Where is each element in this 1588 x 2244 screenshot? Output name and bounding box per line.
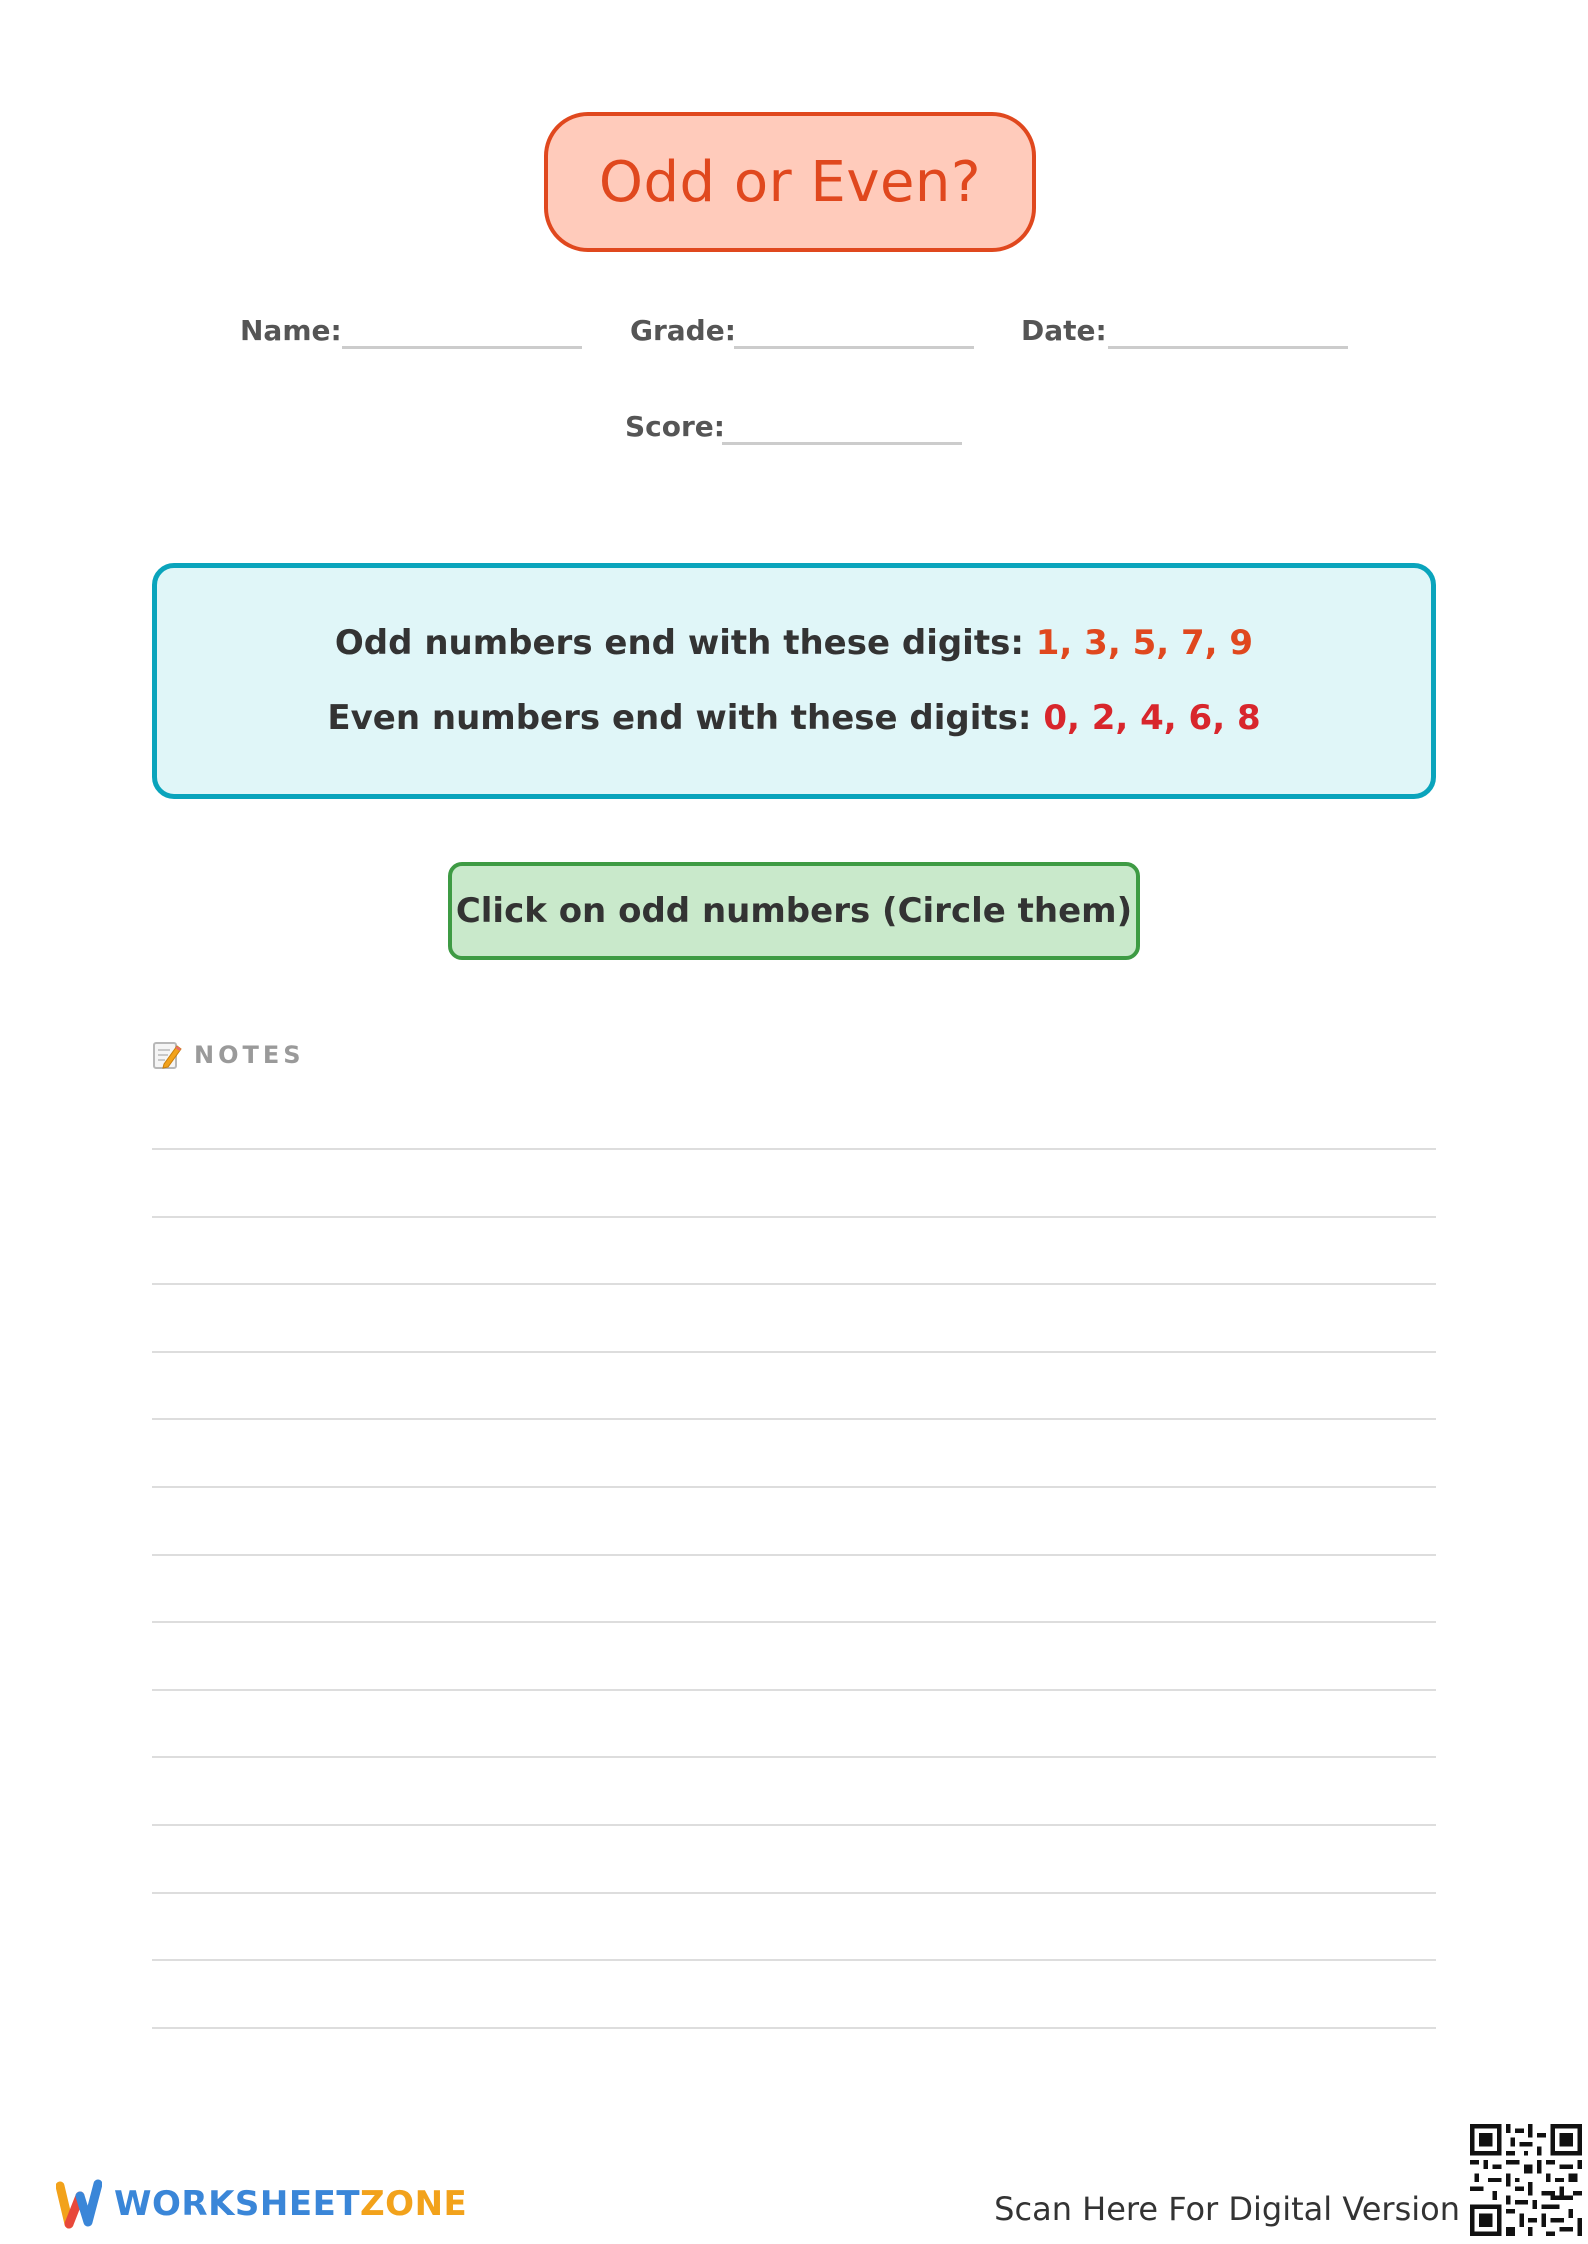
score-field [625, 410, 725, 443]
scan-caption: Scan Here For Digital Version [994, 2190, 1460, 2228]
odd-digits: 1, 3, 5, 7, 9 [1035, 623, 1254, 663]
note-line [152, 1148, 1436, 1150]
note-line [152, 1554, 1436, 1556]
rules-box [152, 563, 1436, 799]
date-input-line[interactable] [1108, 346, 1348, 350]
date-label: Date: [1021, 314, 1107, 347]
name-input-line[interactable] [342, 346, 582, 350]
notes-header [152, 1040, 305, 1070]
grade-input-line[interactable] [734, 346, 974, 350]
worksheetzone-logo-icon [56, 2178, 102, 2230]
score-input-line[interactable] [722, 442, 962, 446]
note-line [152, 1892, 1436, 1894]
note-line [152, 1351, 1436, 1353]
grade-label: Grade: [630, 314, 736, 347]
even-rule-text: Even numbers end with these digits: [327, 698, 1032, 738]
note-line [152, 1418, 1436, 1420]
odd-rule [157, 623, 1431, 663]
score-label: Score: [625, 410, 725, 443]
date-field [1021, 314, 1107, 347]
instruction-label: Click on odd numbers (Circle them) [455, 891, 1133, 931]
note-line [152, 1283, 1436, 1285]
qr-code-icon[interactable] [1470, 2124, 1582, 2236]
brand-name-part2: ZONE [360, 2184, 468, 2224]
note-line [152, 1959, 1436, 1961]
note-line [152, 1216, 1436, 1218]
notes-label: NOTES [194, 1041, 305, 1069]
memo-pencil-icon [152, 1040, 182, 1070]
brand-name-part1: WORKSHEET [114, 2184, 361, 2224]
instruction-button[interactable] [448, 862, 1140, 960]
brand-name [114, 2184, 467, 2224]
note-line [152, 1824, 1436, 1826]
brand-logo [56, 2178, 467, 2230]
note-line [152, 1621, 1436, 1623]
page-title: Odd or Even? [598, 149, 982, 215]
grade-field [630, 314, 736, 347]
title-badge [544, 112, 1036, 252]
note-line [152, 2027, 1436, 2029]
note-line [152, 1756, 1436, 1758]
name-label: Name: [240, 314, 342, 347]
even-rule [157, 698, 1431, 738]
odd-rule-text: Odd numbers end with these digits: [334, 623, 1024, 663]
name-field [240, 314, 342, 347]
note-line [152, 1486, 1436, 1488]
note-line [152, 1689, 1436, 1691]
even-digits: 0, 2, 4, 6, 8 [1043, 698, 1261, 738]
